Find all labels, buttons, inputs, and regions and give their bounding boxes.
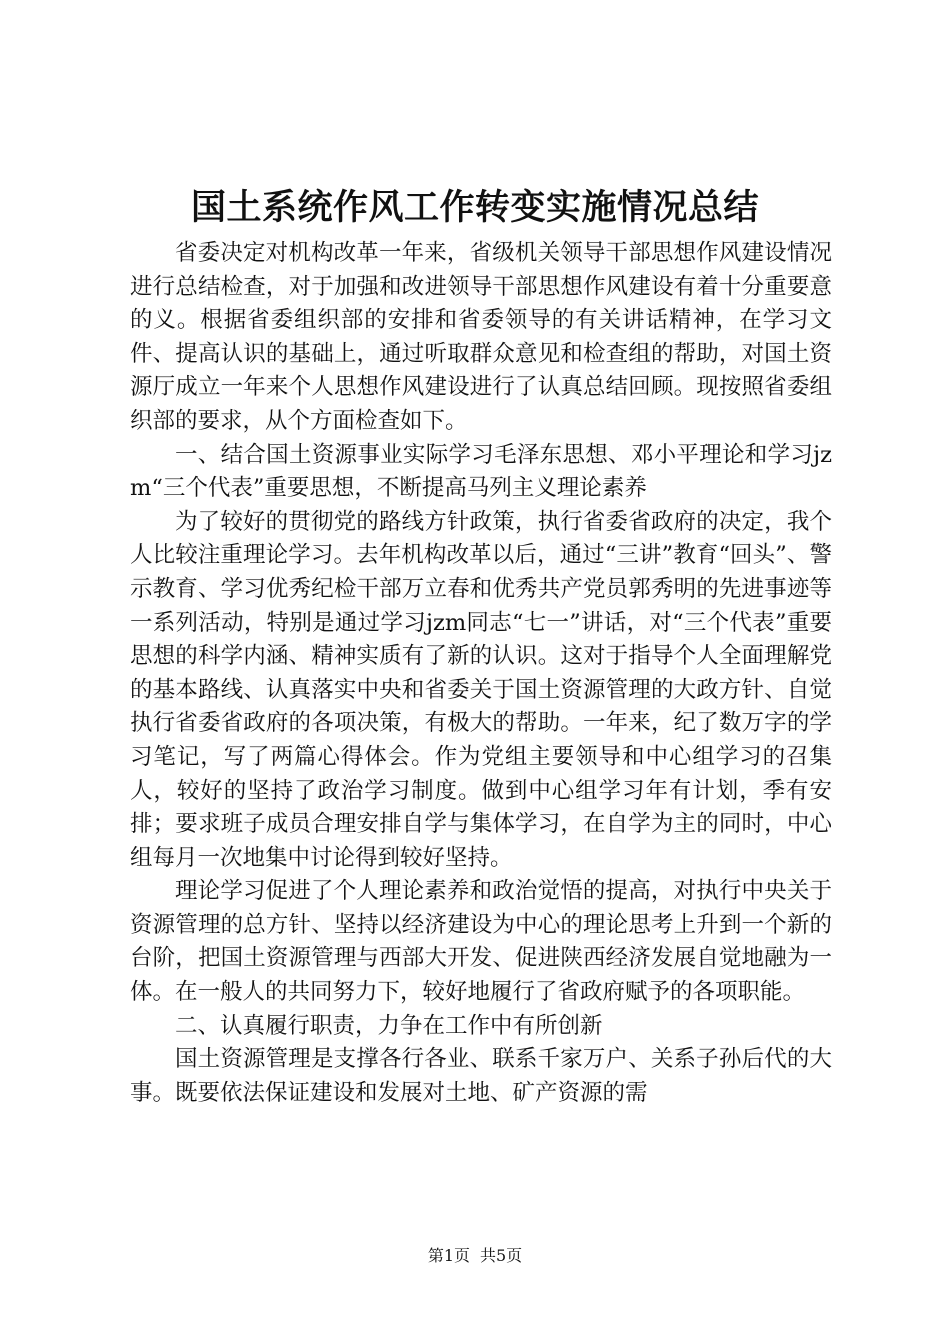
page-number: 第1页 (427, 1246, 470, 1265)
paragraph-duties: 国土资源管理是支撑各行各业、联系千家万户、关系子孙后代的大事。既要依法保证建设和发展对土地、矿产资源的需 (130, 1046, 832, 1106)
document-title: 国土系统作风工作转变实施情况总结 (190, 187, 759, 228)
paragraph-intro: 省委决定对机构改革一年来，省级机关领导干部思想作风建设情况进行总结检查，对于加强和改进领导干部思想作风建设有着十分重要意的义。根据省委组织部的安排和省委领导的有关讲话精神，在学习文件、提高认识的基础上，通过听取群众意见和检查组的帮助，对国土资源厅成立一年来个人思想作风建设进行了认真总结回顾。现按照省委组织部的要求，从个方面检查如下。 (130, 240, 832, 434)
page-footer (0, 1244, 950, 1268)
section-heading-1: 一、结合国土资源事业实际学习毛泽东思想、邓小平理论和学习jzm“三个代表”重要思想，不断提高马列主义理论素养 (130, 441, 832, 502)
document-body (130, 237, 832, 1110)
paragraph-study: 为了较好的贯彻党的路线方针政策，执行省委省政府的决定，我个人比较注重理论学习。去年机构改革以后，通过“三讲”教育“回头”、警示教育、学习优秀纪检干部万立春和优秀共产党员郭秀明的先进事迹等一系列活动，特别是通过学习jzm同志“七一”讲话，对“三个代表”重要思想的科学内涵、精神实质有了新的认识。这对于指导个人全面理解党的基本路线、认真落实中央和省委关于国土资源管理的大政方针、自觉执行省委省政府的各项决策，有极大的帮助。一年来，纪了数万字的学习笔记，写了两篇心得体会。作为党组主要领导和中心组学习的召集人，较好的坚持了政治学习制度。做到中心组学习年有计划，季有安排；要求班子成员合理安排自学与集体学习，在自学为主的同时，中心组每月一次地集中讨论得到较好坚持。 (130, 508, 832, 871)
section-heading-2: 二、认真履行职责，力争在工作中有所创新 (175, 1012, 603, 1039)
paragraph-theory: 理论学习促进了个人理论素养和政治觉悟的提高，对执行中央关于资源管理的总方针、坚持以经济建设为中心的理论思考上升到一个新的台阶，把国土资源管理与西部大开发、促进陕西经济发展自觉地融为一体。在一般人的共同努力下，较好地履行了省政府赋予的各项职能。 (130, 878, 832, 1006)
page-total: 共5页 (480, 1246, 523, 1265)
